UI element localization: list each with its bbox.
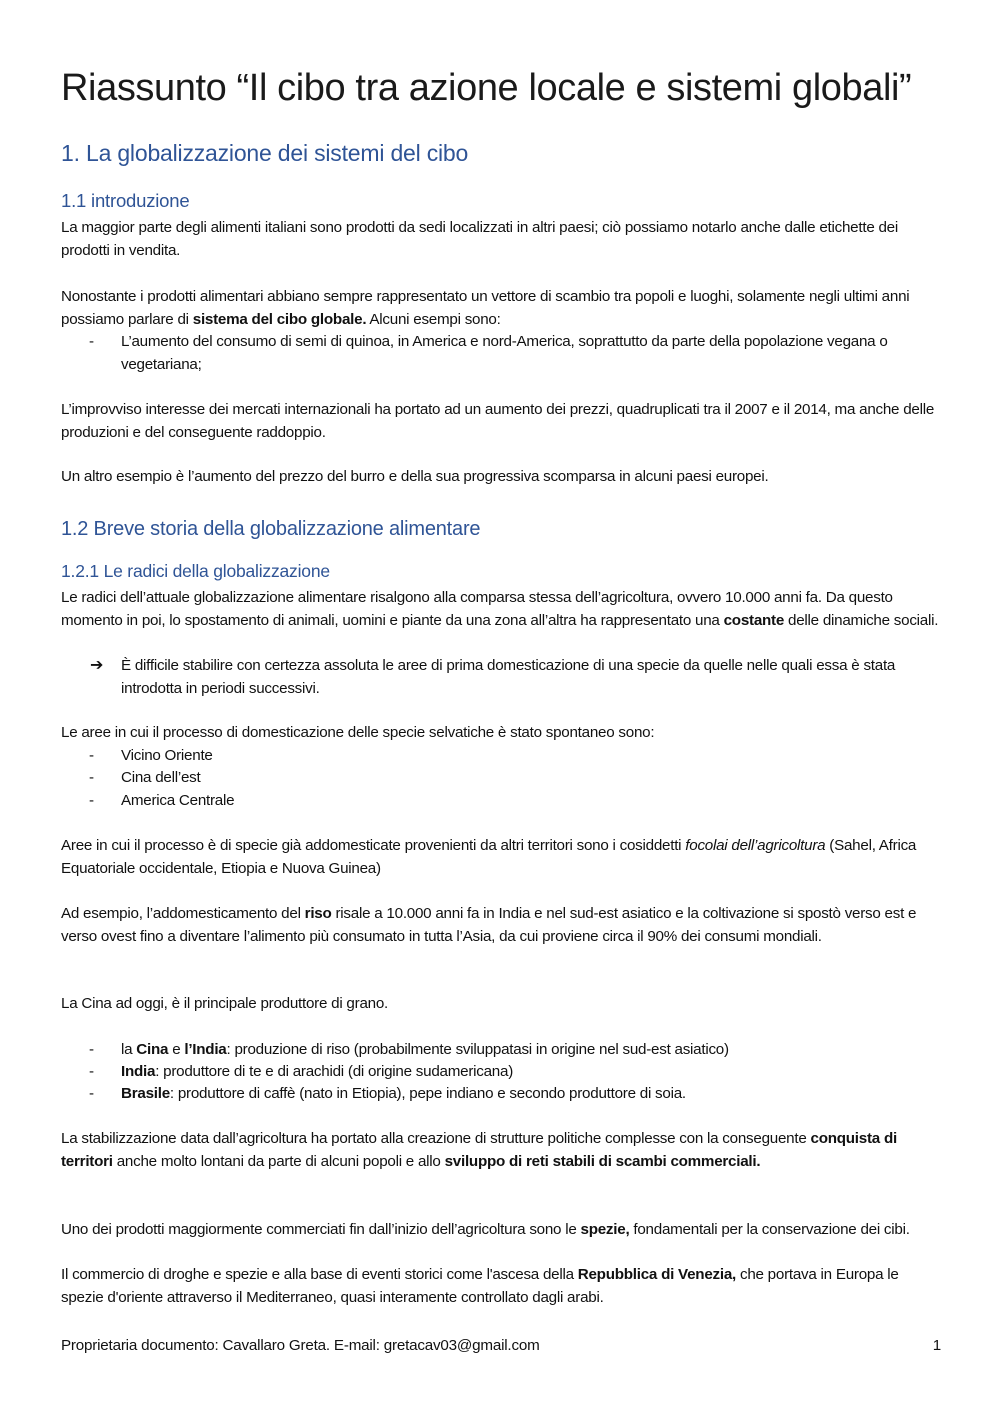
list-item: Cina dell’est xyxy=(121,769,201,786)
subsection-heading: 1.1 introduzione xyxy=(61,190,190,211)
paragraph: Le aree in cui il processo di domesticazione delle specie selvatiche è stato spontaneo sono: xyxy=(61,724,655,741)
paragraph: Nonostante i prodotti alimentari abbiano sempre rappresentato un vettore di scambio tra popoli e luoghi, solamente negli ultimi anni possiamo parlare di sistema del cibo globale. Alcuni esempi sono: xyxy=(61,288,910,328)
document-title: Riassunto “Il cibo tra azione locale e sistemi globali” xyxy=(61,67,912,109)
list-item: È difficile stabilire con certezza assoluta le aree di prima domesticazione di una specie da quelle nelle quali essa è stata introdotta in periodi successivi. xyxy=(121,657,896,697)
list-item: Brasile: produttore di caffè (nato in Etiopia), pepe indiano e secondo produttore di soia. xyxy=(121,1085,686,1102)
list-item: la Cina e l’India: produzione di riso (probabilmente sviluppatasi in origine nel sud-est asiatico) xyxy=(121,1041,729,1058)
dash-bullet: - xyxy=(89,333,95,350)
page-footer xyxy=(61,1335,941,1357)
paragraph: Il commercio di droghe e spezie e alla base di eventi storici come l'ascesa della Repubblica di Venezia, che portava in Europa le spezie d'oriente attraverso il Mediterraneo, quasi interamente controllato dagli arabi. xyxy=(61,1266,899,1306)
dash-bullet: - xyxy=(89,1063,95,1080)
dash-bullet: - xyxy=(89,1085,95,1102)
page-number: 1 xyxy=(932,1337,941,1354)
paragraph: Le radici dell’attuale globalizzazione alimentare risalgono alla comparsa stessa dell’agricoltura, ovvero 10.000 anni fa. Da questo momento in poi, lo spostamento di animali, uomini e piante da una zona all’altra ha rappresentato una costante delle dinamiche sociali. xyxy=(61,589,939,629)
list-item: Vicino Oriente xyxy=(121,747,213,764)
dash-bullet: - xyxy=(89,747,95,764)
paragraph: La stabilizzazione data dall’agricoltura ha portato alla creazione di strutture politiche complesse con la conseguente conquista di territori anche molto lontani da parte di alcuni popoli e allo sviluppo di reti stabili di scambi commerciali. xyxy=(61,1130,897,1170)
section-heading: 1. La globalizzazione dei sistemi del cibo xyxy=(61,140,469,166)
footer-owner: Proprietaria documento: Cavallaro Greta. E-mail: gretacav03@gmail.com xyxy=(61,1337,540,1354)
arrow-bullet-icon: ➔ xyxy=(90,657,104,674)
subsection-heading: 1.2.1 Le radici della globalizzazione xyxy=(61,561,330,581)
paragraph: La maggior parte degli alimenti italiani sono prodotti da sedi localizzati in altri paesi; ciò possiamo notarlo anche dalle etichette dei prodotti in vendita. xyxy=(61,219,898,259)
paragraph: Ad esempio, l’addomesticamento del riso risale a 10.000 anni fa in India e nel sud-est asiatico e la coltivazione si spostò verso est e verso ovest fino a diventare l’alimento più consumato in tutta l’Asia, da cui proviene circa il 90% dei consumi mondiali. xyxy=(61,905,917,945)
paragraph: L’improvviso interesse dei mercati internazionali ha portato ad un aumento dei prezzi, quadruplicati tra il 2007 e il 2014, ma anche delle produzioni e del conseguente raddoppio. xyxy=(61,401,935,441)
paragraph: Un altro esempio è l’aumento del prezzo del burro e della sua progressiva scomparsa in alcuni paesi europei. xyxy=(61,468,769,485)
paragraph: Uno dei prodotti maggiormente commerciati fin dall’inizio dell’agricoltura sono le spezie, fondamentali per la conservazione dei cibi. xyxy=(61,1221,910,1238)
list-item: L’aumento del consumo di semi di quinoa, in America e nord-America, soprattutto da parte della popolazione vegana o vegetariana; xyxy=(121,333,888,373)
dash-bullet: - xyxy=(89,1041,95,1058)
paragraph: La Cina ad oggi, è il principale produttore di grano. xyxy=(61,995,389,1012)
section-heading: 1.2 Breve storia della globalizzazione alimentare xyxy=(61,518,481,540)
list-item: America Centrale xyxy=(121,792,235,809)
paragraph: Aree in cui il processo è di specie già addomesticate provenienti da altri territori sono i cosiddetti focolai dell’agricoltura (Sahel, Africa Equatoriale occidentale, Etiopia e Nuova Guinea) xyxy=(61,837,917,877)
dash-bullet: - xyxy=(89,769,95,786)
dash-bullet: - xyxy=(89,792,95,809)
list-item: India: produttore di te e di arachidi (di origine sudamericana) xyxy=(121,1063,513,1080)
